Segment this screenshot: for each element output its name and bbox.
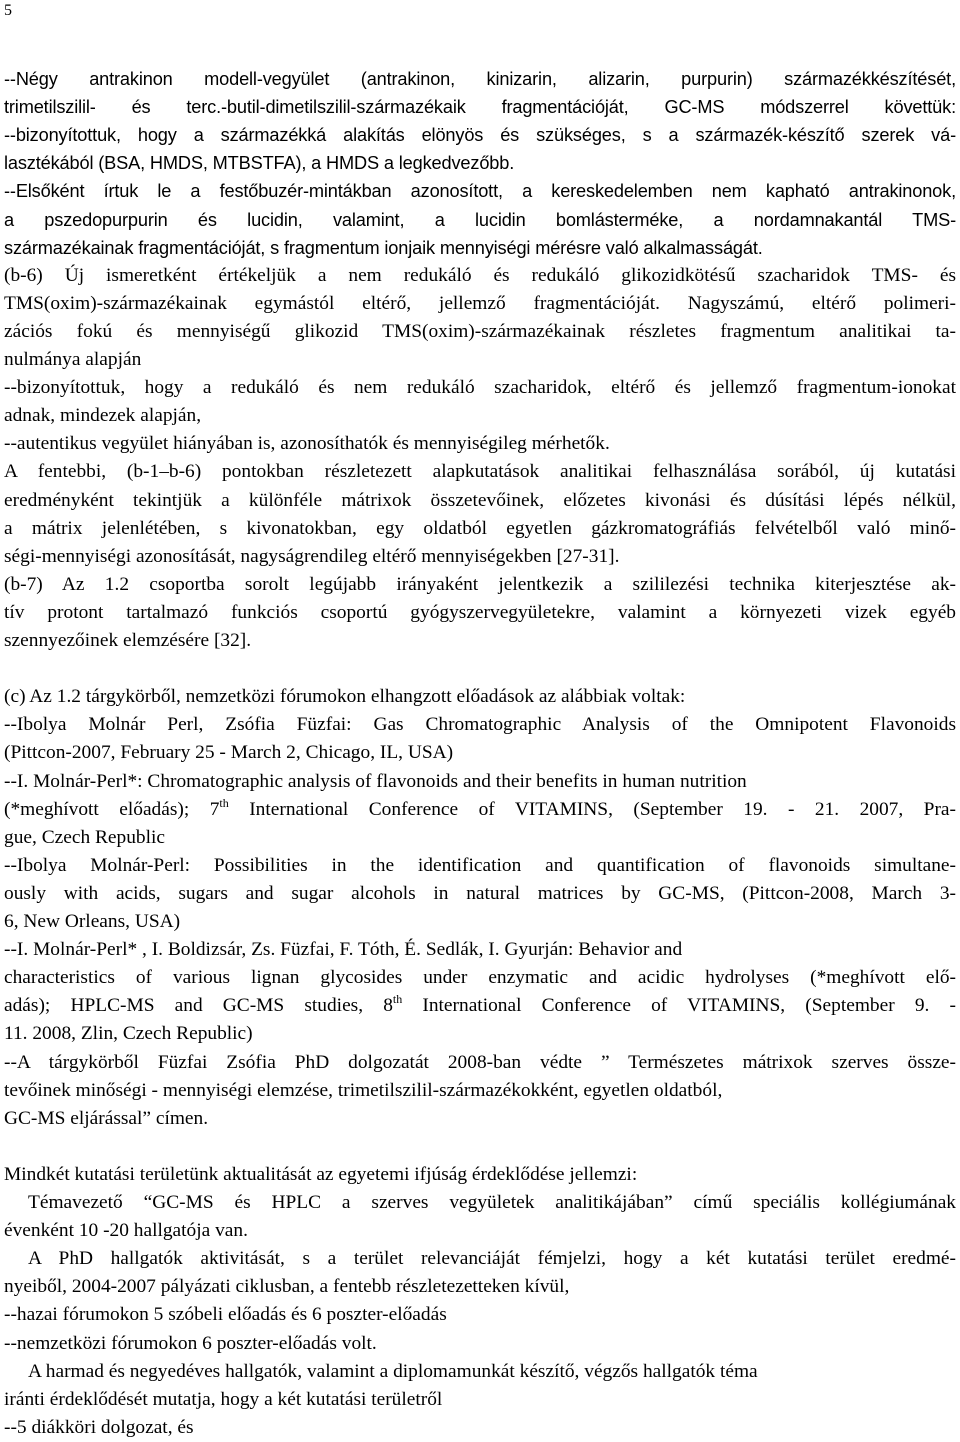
text-line xyxy=(4,739,453,767)
text-line xyxy=(4,262,956,290)
text-segment: Mindkét kutatási területünk aktualitását az egyetemi ifjúság érdeklődése jellemzi: xyxy=(4,1163,638,1185)
text-segment: nulmánya alapján xyxy=(4,349,142,370)
text-line xyxy=(4,1330,377,1358)
text-segment: trimetilszilil- és terc.-butil-dimetilszilil-származékaik fragmentációját, GC-MS módszerrel követtük: xyxy=(4,97,956,118)
text-line xyxy=(4,627,251,655)
text-segment: --bizonyítottuk, hogy a származékká alakítás elönyös és szükséges, s a származék-készítő szerek vá- xyxy=(4,125,956,146)
text-segment: International Conference of VITAMINS, (September 9. - xyxy=(402,995,956,1017)
text-segment: A PhD hallgatók aktivitását, s a terület relevanciáját fémjelzi, hogy a két kutatási terület eredmé- xyxy=(28,1248,956,1270)
text-line xyxy=(4,121,956,149)
text-segment: a pszedopurpurin és lucidin, valamint, a lucidin bomlásterméke, a nordamnakantál TMS- xyxy=(4,209,956,230)
text-line xyxy=(4,402,201,430)
text-segment: 6, New Orleans, USA) xyxy=(4,911,181,932)
text-line xyxy=(4,1414,194,1442)
text-line xyxy=(4,290,956,318)
text-segment: szennyezőinek elemzésére [32]. xyxy=(4,630,252,651)
text-segment: lasztékából (BSA, HMDS, MTBSTFA), a HMDS a legkedvezőbb. xyxy=(4,153,515,174)
text-line xyxy=(4,374,956,402)
text-segment: származékainak fragmentációját, s fragmentum ionjaik mennyiségi mérésre való alkalmasságát. xyxy=(4,237,763,258)
text-segment: ously with acids, sugars and sugar alcohols in natural matrices by GC-MS, (Pittcon-2008, March 3- xyxy=(4,882,956,904)
text-line xyxy=(4,430,610,458)
text-segment: 11. 2008, Zlin, Czech Republic) xyxy=(4,1023,253,1045)
text-segment: --I. Molnár-Perl*: Chromatographic analysis of flavonoids and their benefits in human nutrition xyxy=(4,770,747,792)
text-line xyxy=(4,824,165,852)
text-line xyxy=(4,1077,722,1105)
text-segment: A fentebbi, (b-1–b-6) pontokban részletezett alapkutatások analitikai felhasználása sorából, új kutatási xyxy=(4,461,956,483)
text-line xyxy=(4,318,956,346)
text-line xyxy=(4,458,956,486)
text-line xyxy=(4,515,956,543)
text-segment: nyeiből, 2004-2007 pályázati ciklusban, a fentebb részletezetteken kívül, xyxy=(4,1276,570,1298)
text-line xyxy=(4,936,682,964)
text-line xyxy=(4,1301,447,1329)
text-segment: --hazai fórumokon 5 szóbeli előadás és 6 poszter-előadás xyxy=(4,1304,447,1326)
text-line xyxy=(4,346,141,374)
text-segment: tív protont tartalmazó funkciós csoportú gyógyszervegyületekre, valamint a környezeti vizek egyéb xyxy=(4,601,956,623)
text-line xyxy=(4,796,956,824)
text-segment: (*meghívott előadás); 7 xyxy=(4,798,220,820)
text-segment: TMS(oxim)-származékainak egymástól eltérő, jellemző fragmentációját. Nagyszámú, eltérő polimeri- xyxy=(4,292,956,314)
text-segment: (Pittcon-2007, February 25 - March 2, Chicago, IL, USA) xyxy=(4,742,454,764)
text-segment: eredményként tekintjük a különféle mátrixok összetevőinek, előzetes kivonási és dúsítási lépés nélkül, xyxy=(4,489,956,511)
text-line xyxy=(4,93,956,121)
text-segment: gue, Czech Republic xyxy=(4,826,165,848)
text-segment: tevőinek minőségi - mennyiségi elemzése, trimetilszilil-származékokként, egyetlen oldatból, xyxy=(4,1079,723,1101)
text-segment: --Elsőként írtuk le a festőbuzér-mintákban azonosított, a kereskedelemben nem kapható antrakinonok, xyxy=(4,181,956,202)
text-segment: --5 diákköri dolgozat, és xyxy=(4,1416,194,1438)
text-segment: --Ibolya Molnár Perl, Zsófia Füzfai: Gas Chromatographic Analysis of the Omnipotent Flavonoids xyxy=(4,714,956,736)
text-line xyxy=(4,234,763,262)
text-line xyxy=(4,599,956,627)
text-line xyxy=(4,177,956,205)
text-segment: évenként 10 -20 hallgatója van. xyxy=(4,1220,248,1242)
text-segment: adnak, mindezek alapján, xyxy=(4,405,202,427)
page-number: 5 xyxy=(4,2,12,19)
text-line xyxy=(4,487,956,515)
text-segment: --Négy antrakinon modell-vegyület (antrakinon, kinizarin, alizarin, purpurin) származékkészítését, xyxy=(4,69,956,89)
text-line xyxy=(4,711,956,739)
text-segment: --autentikus vegyület hiányában is, azonosíthatók és mennyiségileg mérhetők. xyxy=(4,433,610,455)
text-line xyxy=(4,65,956,93)
text-line xyxy=(4,1217,248,1245)
text-segment: International Conference of VITAMINS, (September 19. - 21. 2007, Pra- xyxy=(228,798,956,820)
text-segment: --I. Molnár-Perl* , I. Boldizsár, Zs. Füzfai, F. Tóth, É. Sedlák, I. Gyurján: Behavior and xyxy=(4,939,683,961)
text-line xyxy=(4,1245,956,1273)
text-segment: zációs fokú és mennyiségű glikozid TMS(oxim)-származékainak részletes fragmentum analitikai ta- xyxy=(4,320,956,342)
superscript: th xyxy=(392,992,403,1007)
text-line xyxy=(4,768,747,796)
text-line xyxy=(4,683,685,711)
text-segment: Témavezető “GC-MS és HPLC a szerves vegyületek analitikájában” című speciális kollégiumának xyxy=(28,1192,956,1213)
text-segment: (c) Az 1.2 tárgykörből, nemzetközi fórumokon elhangzott előadások az alábbiak voltak: xyxy=(4,686,686,708)
text-line xyxy=(4,571,956,599)
text-segment: --Ibolya Molnár-Perl: Possibilities in the identification and quantification of flavonoids simultane- xyxy=(4,854,956,876)
text-line xyxy=(4,1105,208,1133)
text-line xyxy=(4,908,180,936)
text-line xyxy=(4,1386,442,1414)
text-line xyxy=(4,1358,758,1386)
text-line xyxy=(4,1161,637,1189)
text-segment: --bizonyítottuk, hogy a redukáló és nem redukáló szacharidok, eltérő és jellemző fragmentum-ionokat xyxy=(4,377,956,399)
text-segment: --A tárgykörből Füzfai Zsófia PhD dolgozatát 2008-ban védte ” Természetes mátrixok szerves össze- xyxy=(4,1051,956,1073)
text-segment: --nemzetközi fórumokon 6 poszter-előadás volt. xyxy=(4,1332,377,1354)
text-line xyxy=(4,543,619,571)
text-line xyxy=(4,206,956,234)
text-line xyxy=(4,992,956,1020)
text-segment: ségi-mennyiségi azonosítását, nagyságrendileg eltérő mennyiségekben [27-31]. xyxy=(4,545,620,567)
text-line xyxy=(4,1020,253,1048)
text-segment: (b-6) Új ismeretként értékeljük a nem redukáló és redukáló glikozidkötésű szacharidok TMS- és xyxy=(4,264,956,286)
text-line xyxy=(4,1189,956,1217)
text-segment: GC-MS eljárással” címen. xyxy=(4,1107,209,1129)
text-segment: adás); HPLC-MS and GC-MS studies, 8 xyxy=(4,995,393,1017)
text-segment: iránti érdeklődését mutatja, hogy a két kutatási területről xyxy=(4,1388,443,1410)
text-line xyxy=(4,1049,956,1077)
text-line xyxy=(4,852,956,880)
text-line xyxy=(4,964,956,992)
superscript: th xyxy=(219,795,229,810)
text-line xyxy=(4,149,514,177)
text-segment: A harmad és negyedéves hallgatók, valamint a diplomamunkát készítő, végzős hallgatók téma xyxy=(28,1360,758,1382)
text-segment: characteristics of various lignan glycosides under enzymatic and acidic hydrolyses (*meghívott elő- xyxy=(4,967,956,989)
text-line xyxy=(4,1273,569,1301)
text-line xyxy=(4,880,956,908)
text-segment: (b-7) Az 1.2 csoportba sorolt legújabb irányaként jelentkezik a szililezési technika kiterjesztése ak- xyxy=(4,573,956,595)
text-segment: a mátrix jelenlétében, s kivonatokban, egy oldatból egyetlen gázkromatográfiás felvételből való minő- xyxy=(4,517,956,539)
